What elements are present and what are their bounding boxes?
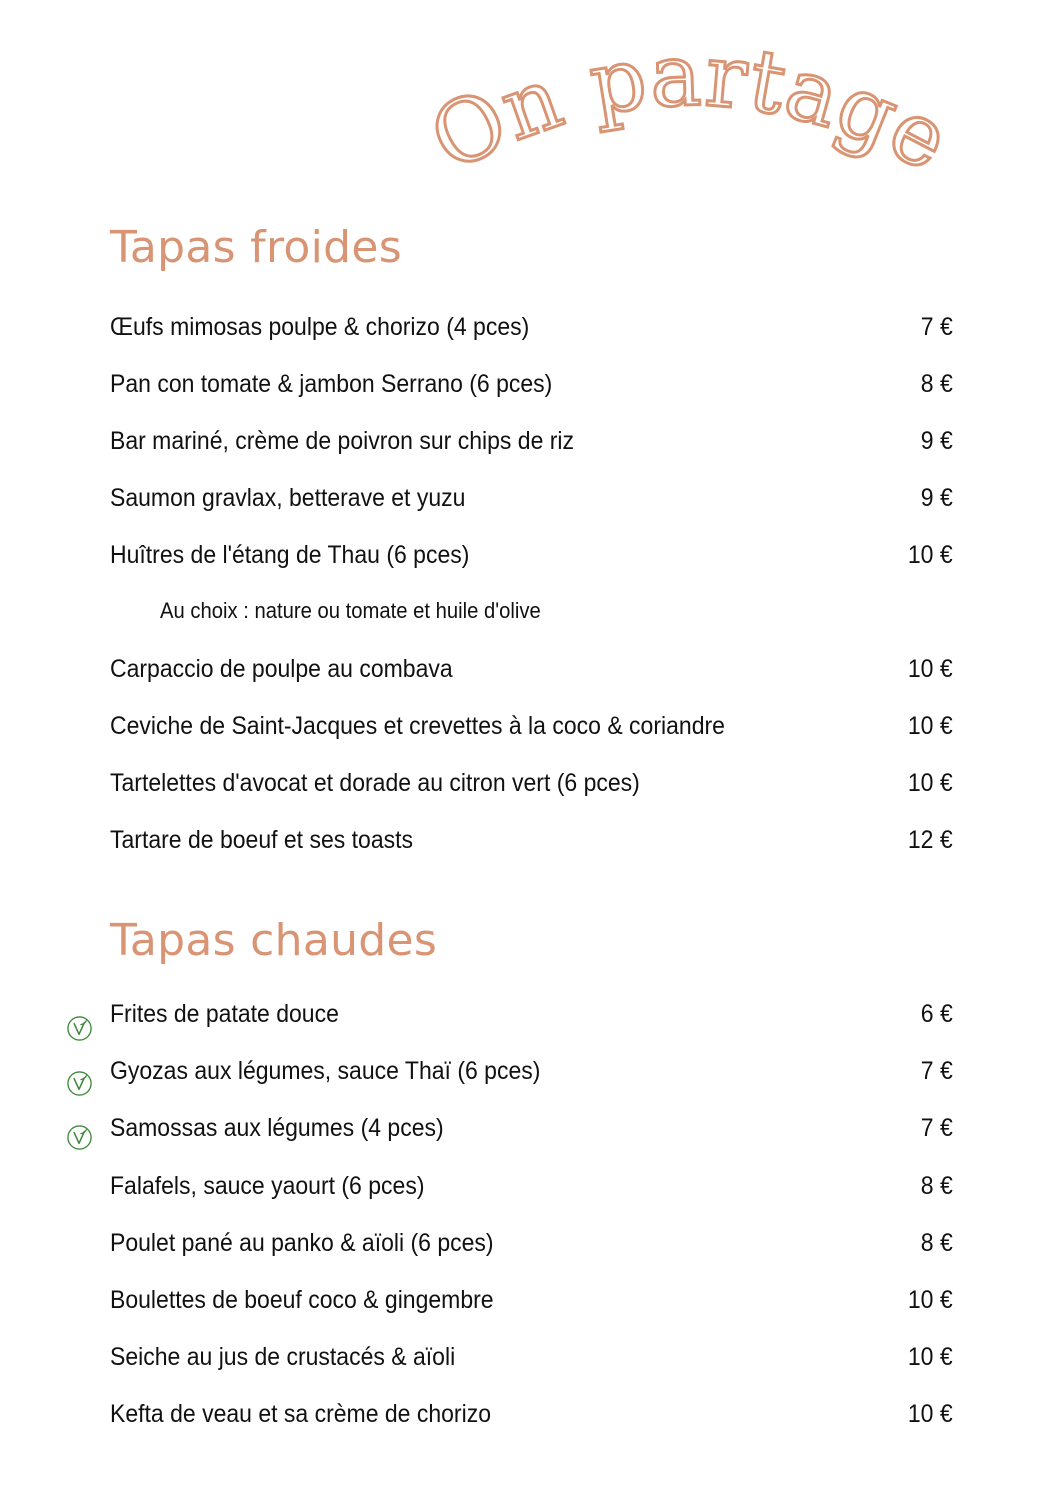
- menu-item-price: 10 €: [908, 654, 953, 683]
- vegetarian-v-icon: [66, 1015, 93, 1042]
- menu-item-price: 8 €: [921, 1228, 953, 1257]
- menu-item: [110, 766, 953, 800]
- menu-item-price: 7 €: [921, 1113, 953, 1142]
- menu-item-name: Frites de patate douce: [110, 999, 339, 1028]
- menu-item: [110, 709, 953, 743]
- section-heading-tapas-froides: Tapas froides: [110, 222, 402, 273]
- page-title: [415, 25, 966, 210]
- menu-item: [110, 367, 953, 401]
- menu-item: [110, 1283, 953, 1317]
- page-title-text: [416, 25, 966, 191]
- menu-item-price: 10 €: [908, 1285, 953, 1314]
- menu-item-price: 8 €: [921, 1171, 953, 1200]
- menu-item-name: Falafels, sauce yaourt (6 pces): [110, 1171, 425, 1200]
- menu-item-name: Samossas aux légumes (4 pces): [110, 1113, 444, 1142]
- menu-item: [110, 1169, 953, 1203]
- menu-item-name: Pan con tomate & jambon Serrano (6 pces): [110, 369, 553, 398]
- menu-item-price: 6 €: [921, 999, 953, 1028]
- menu-item-price: 10 €: [908, 711, 953, 740]
- page-title-textpath: On partage: [415, 25, 966, 192]
- menu-item-name: Tartelettes d'avocat et dorade au citron vert (6 pces): [110, 768, 640, 797]
- menu-item-price: 10 €: [908, 1399, 953, 1428]
- menu-item: [110, 997, 953, 1031]
- menu-item-name: Gyozas aux légumes, sauce Thaï (6 pces): [110, 1056, 541, 1085]
- vegetarian-v-icon: [66, 1070, 93, 1097]
- menu-item-name: Carpaccio de poulpe au combava: [110, 654, 453, 683]
- menu-item-name: Poulet pané au panko & aïoli (6 pces): [110, 1228, 494, 1257]
- menu-item-price: 8 €: [921, 369, 953, 398]
- menu-item-name: Œufs mimosas poulpe & chorizo (4 pces): [110, 312, 530, 341]
- menu-item-name: Ceviche de Saint-Jacques et crevettes à la coco & coriandre: [110, 711, 725, 740]
- menu-item-name: Boulettes de boeuf coco & gingembre: [110, 1285, 494, 1314]
- menu-item-price: 7 €: [921, 1056, 953, 1085]
- menu-item: [110, 424, 953, 458]
- menu-item-name: Seiche au jus de crustacés & aïoli: [110, 1342, 456, 1371]
- menu-item: [110, 1226, 953, 1260]
- menu-item: [110, 1054, 953, 1088]
- menu-item: [110, 652, 953, 686]
- menu-item: [110, 1397, 953, 1431]
- menu-item: [110, 1340, 953, 1374]
- menu-item-name: Huîtres de l'étang de Thau (6 pces): [110, 540, 470, 569]
- arched-title-svg: [415, 25, 966, 210]
- menu-item: [110, 310, 953, 344]
- menu-item-price: 10 €: [908, 1342, 953, 1371]
- menu-item-note: Au choix : nature ou tomate et huile d'olive: [160, 598, 541, 623]
- menu-item-name: Tartare de boeuf et ses toasts: [110, 825, 414, 854]
- menu-item-price: 10 €: [908, 768, 953, 797]
- menu-item-name: Bar mariné, crème de poivron sur chips de riz: [110, 426, 575, 455]
- section-heading-tapas-chaudes: Tapas chaudes: [110, 915, 438, 966]
- vegetarian-v-icon: [66, 1124, 93, 1151]
- menu-item: [110, 1111, 953, 1145]
- menu-item-price: 7 €: [921, 312, 953, 341]
- menu-item-name: Saumon gravlax, betterave et yuzu: [110, 483, 466, 512]
- menu-item-name: Kefta de veau et sa crème de chorizo: [110, 1399, 491, 1428]
- menu-item-price: 10 €: [908, 540, 953, 569]
- menu-item: [110, 823, 953, 857]
- menu-item-price: 9 €: [921, 426, 953, 455]
- menu-item: [110, 538, 953, 572]
- menu-item-price: 9 €: [921, 483, 953, 512]
- menu-item-price: 12 €: [908, 825, 953, 854]
- menu-item: [110, 481, 953, 515]
